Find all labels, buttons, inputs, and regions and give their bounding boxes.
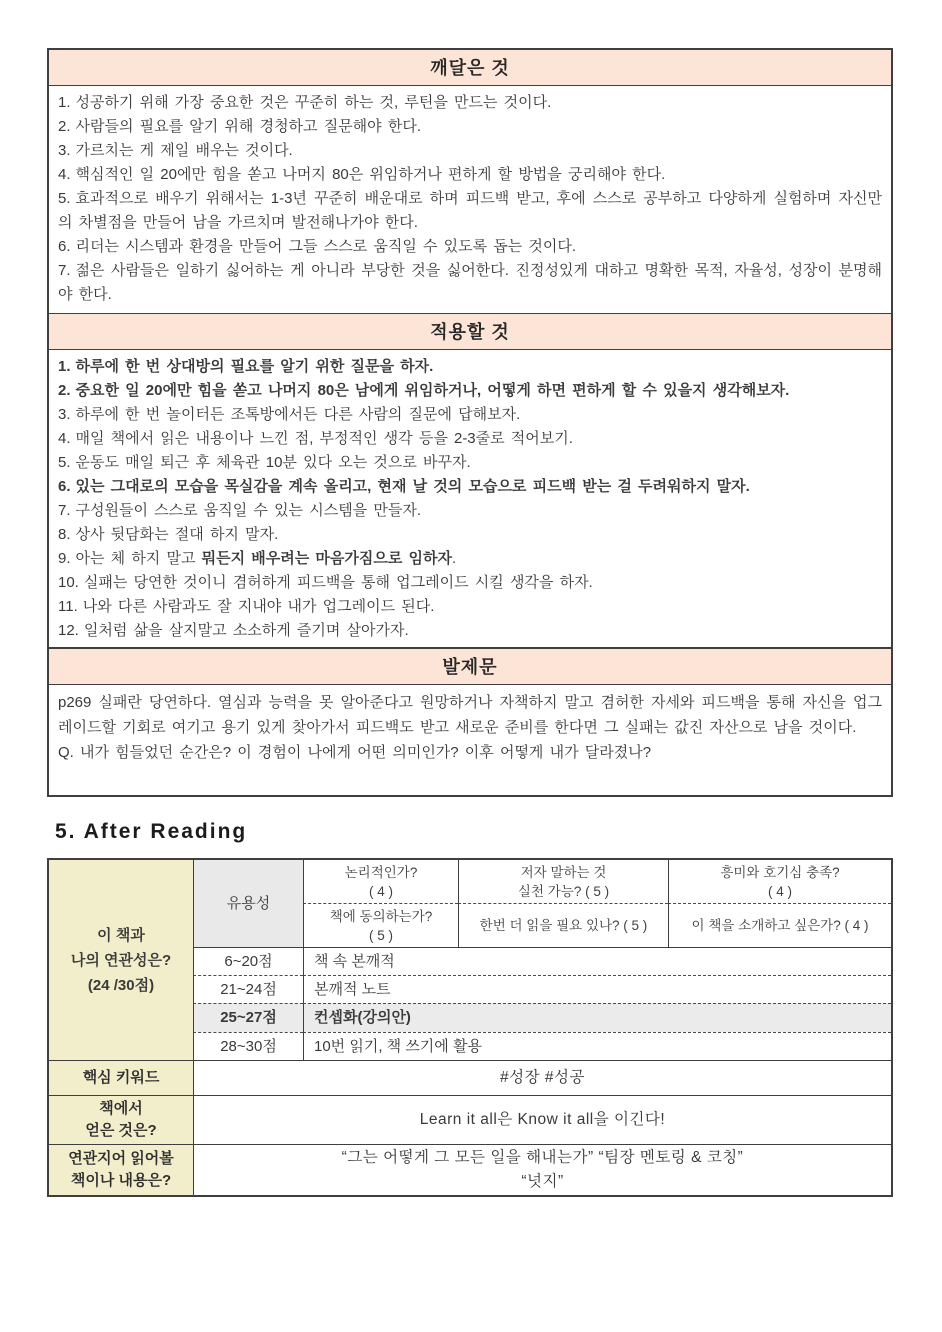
- topic-section-header: 발제문: [49, 649, 891, 685]
- score-action-cell: 본깨적 노트: [303, 975, 891, 1003]
- item-number: 1.: [58, 94, 71, 111]
- item-number: 11.: [58, 598, 78, 615]
- list-item: [58, 355, 882, 379]
- score-range-cell-highlighted: 25~27점: [193, 1003, 303, 1032]
- item-number: 9.: [58, 550, 71, 567]
- item-text: 리더는 시스템과 환경을 만들어 그들 스스로 움직일 수 있도록 돕는 것이다.: [75, 238, 577, 255]
- list-item: [58, 571, 882, 595]
- list-item: [58, 451, 882, 475]
- after-reading-table: [47, 858, 893, 1197]
- criterion-line: 흥미와 호기심 충족?: [720, 864, 840, 880]
- relevance-line1: 이 책과: [97, 926, 145, 944]
- item-number: 6.: [58, 478, 71, 495]
- topic-question: Q. 내가 힘들었던 순간은? 이 경험이 나에게 어떤 의미인가? 이후 어떻게 내가 달라졌나?: [58, 744, 652, 761]
- related-label-cell: [49, 1144, 193, 1195]
- item-number: 4.: [58, 430, 71, 447]
- item-text: 중요한 일 20에만 힘을 쏟고 나머지 80은 남에게 위임하거나, 어떻게 하면 편하게 할 수 있을지 생각해보자.: [75, 382, 790, 399]
- gained-value-cell: Learn it all은 Know it all을 이긴다!: [193, 1095, 891, 1144]
- gained-label-line: 얻은 것은?: [85, 1122, 157, 1139]
- item-number: 5.: [58, 454, 71, 471]
- list-item: [58, 235, 882, 259]
- item-number: 3.: [58, 142, 71, 159]
- list-item: [58, 163, 882, 187]
- usefulness-label-cell: 유용성: [193, 860, 303, 947]
- list-item: [58, 427, 882, 451]
- keyword-value-cell: #성장 #성공: [193, 1060, 891, 1095]
- score-action-cell-highlighted: 컨셉화(강의안): [303, 1003, 891, 1032]
- realized-apply-table: [47, 48, 893, 651]
- list-item: [58, 259, 882, 307]
- item-number: 10.: [58, 574, 79, 591]
- item-text: 실패는 당연한 것이니 겸허하게 피드백을 통해 업그레이드 시킬 생각을 하자.: [83, 574, 593, 591]
- gained-label-cell: [49, 1095, 193, 1144]
- criterion-line: 저자 말하는 것: [520, 864, 607, 880]
- item-number: 7.: [58, 262, 71, 279]
- criterion-author-cell: [458, 860, 668, 903]
- item-number: 7.: [58, 502, 71, 519]
- item-number: 5.: [58, 190, 71, 207]
- score-range-cell: 21~24점: [193, 975, 303, 1003]
- criterion-score: ( 4 ): [767, 883, 792, 899]
- item-text: 가르치는 게 제일 배우는 것이다.: [75, 142, 293, 159]
- item-text: 일처럼 삶을 살지말고 소소하게 즐기며 살아가자.: [83, 622, 409, 639]
- criterion-logical-cell: [303, 860, 458, 903]
- apply-section-header: 적용할 것: [49, 313, 891, 350]
- item-number: 6.: [58, 238, 71, 255]
- item-text: 운동도 매일 퇴근 후 체육관 10분 있다 오는 것으로 바꾸자.: [75, 454, 471, 471]
- item-text: 구성원들이 스스로 움직일 수 있는 시스템을 만들자.: [75, 502, 421, 519]
- keyword-label-cell: 핵심 키워드: [49, 1060, 193, 1095]
- item-text: 젊은 사람들은 일하기 싫어하는 게 아니라 부당한 것을 싫어한다. 진정성있게 대하고 명확한 목적, 자율성, 성장이 분명해야 한다.: [58, 262, 882, 303]
- item-text: 매일 책에서 읽은 내용이나 느낀 점, 부정적인 생각 등을 2-3줄로 적어보기.: [75, 430, 573, 447]
- item-number: 8.: [58, 526, 71, 543]
- topic-text: p269 실패란 당연하다. 열심과 능력을 못 알아준다고 원망하거나 자책하지 말고 겸허한 자세와 피드백을 통해 자신을 업그레이드할 기회로 여기고 용기 있게 찾아가서 피드백도 받고 새로운 준비를 한다면 그 실패는 값진 자산으로 남을 것이다.: [58, 694, 882, 736]
- realized-items: [49, 86, 891, 313]
- criterion-line: 책에 동의하는가?: [329, 908, 433, 924]
- criterion-reread-cell: 한번 더 읽을 필요 있나? ( 5 ): [458, 903, 668, 947]
- list-item: [58, 499, 882, 523]
- item-text: 사람들의 필요를 알기 위해 경청하고 질문해야 한다.: [75, 118, 421, 135]
- list-item: [58, 403, 882, 427]
- related-value-line: “넛지”: [521, 1173, 564, 1190]
- item-text: 하루에 한 번 놀이터든 조톡방에서든 다른 사람의 질문에 답해보자.: [75, 406, 521, 423]
- score-action-cell: 책 속 본깨적: [303, 947, 891, 975]
- criterion-line: 논리적인가?: [344, 864, 418, 880]
- criterion-score: 실천 가능? ( 5 ): [517, 883, 610, 899]
- gained-label-line: 책에서: [99, 1100, 143, 1117]
- list-item: [58, 379, 882, 403]
- list-item: [58, 187, 882, 235]
- item-number: 4.: [58, 166, 71, 183]
- score-range-cell: 28~30점: [193, 1032, 303, 1060]
- item-text-bold: 뭐든지 배우려는 마음가짐으로 임하자: [201, 550, 452, 567]
- criterion-agree-cell: [303, 903, 458, 947]
- item-text: 있는 그대로의 모습을 목실감을 계속 올리고, 현재 날 것의 모습으로 피드백 받는 걸 두려워하지 말자.: [75, 478, 750, 495]
- topic-table: [47, 647, 893, 797]
- item-number: 12.: [58, 622, 79, 639]
- related-label-line: 책이나 내용은?: [70, 1172, 172, 1189]
- list-item: [58, 523, 882, 547]
- item-number: 1.: [58, 358, 71, 375]
- after-reading-heading: 5. After Reading: [55, 820, 248, 843]
- item-text: 핵심적인 일 20에만 힘을 쏟고 나머지 80은 위임하거나 편하게 할 방법을 궁리해야 한다.: [75, 166, 666, 183]
- related-value-cell: [193, 1144, 891, 1195]
- criterion-score: ( 5 ): [368, 927, 393, 943]
- item-number: 3.: [58, 406, 71, 423]
- realized-section-header: 깨달은 것: [49, 50, 891, 86]
- list-item: [58, 619, 882, 643]
- item-number: 2.: [58, 382, 71, 399]
- item-number: 2.: [58, 118, 71, 135]
- topic-body: [49, 685, 891, 795]
- score-action-cell: 10번 읽기, 책 쓰기에 활용: [303, 1032, 891, 1060]
- item-text-pre: 아는 체 하지 말고: [75, 550, 202, 567]
- item-text: 나와 다른 사람과도 잘 지내야 내가 업그레이드 된다.: [82, 598, 435, 615]
- related-label-line: 연관지어 읽어볼: [68, 1150, 174, 1167]
- list-item: [58, 595, 882, 619]
- list-item: [58, 115, 882, 139]
- criterion-introduce-cell: 이 책을 소개하고 싶은가? ( 4 ): [668, 903, 891, 947]
- relevance-line2: 나의 연관성은?: [70, 951, 172, 969]
- item-text: 성공하기 위해 가장 중요한 것은 꾸준히 하는 것, 루틴을 만드는 것이다.: [75, 94, 552, 111]
- list-item: [58, 139, 882, 163]
- item-text-post: .: [451, 550, 457, 567]
- relevance-line3: (24 /30점): [87, 976, 155, 994]
- item-text: 상사 뒷담화는 절대 하지 말자.: [75, 526, 279, 543]
- apply-items: [49, 350, 891, 649]
- relevance-label-cell: [49, 860, 193, 1060]
- list-item: [58, 547, 882, 571]
- item-text: 하루에 한 번 상대방의 필요를 알기 위한 질문을 하자.: [75, 358, 434, 375]
- related-value-line: “그는 어떻게 그 모든 일을 해내는가” “팀장 멘토링 & 코칭”: [341, 1149, 744, 1166]
- list-item: [58, 475, 882, 499]
- score-range-cell: 6~20점: [193, 947, 303, 975]
- criterion-score: ( 4 ): [368, 883, 393, 899]
- item-text: 효과적으로 배우기 위해서는 1-3년 꾸준히 배운대로 하며 피드백 받고, 후에 스스로 공부하고 다양하게 실험하며 자신만의 차별점을 만들어 남을 가르치며 발전해나가야 한다.: [58, 190, 882, 231]
- list-item: [58, 91, 882, 115]
- criterion-interest-cell: [668, 860, 891, 903]
